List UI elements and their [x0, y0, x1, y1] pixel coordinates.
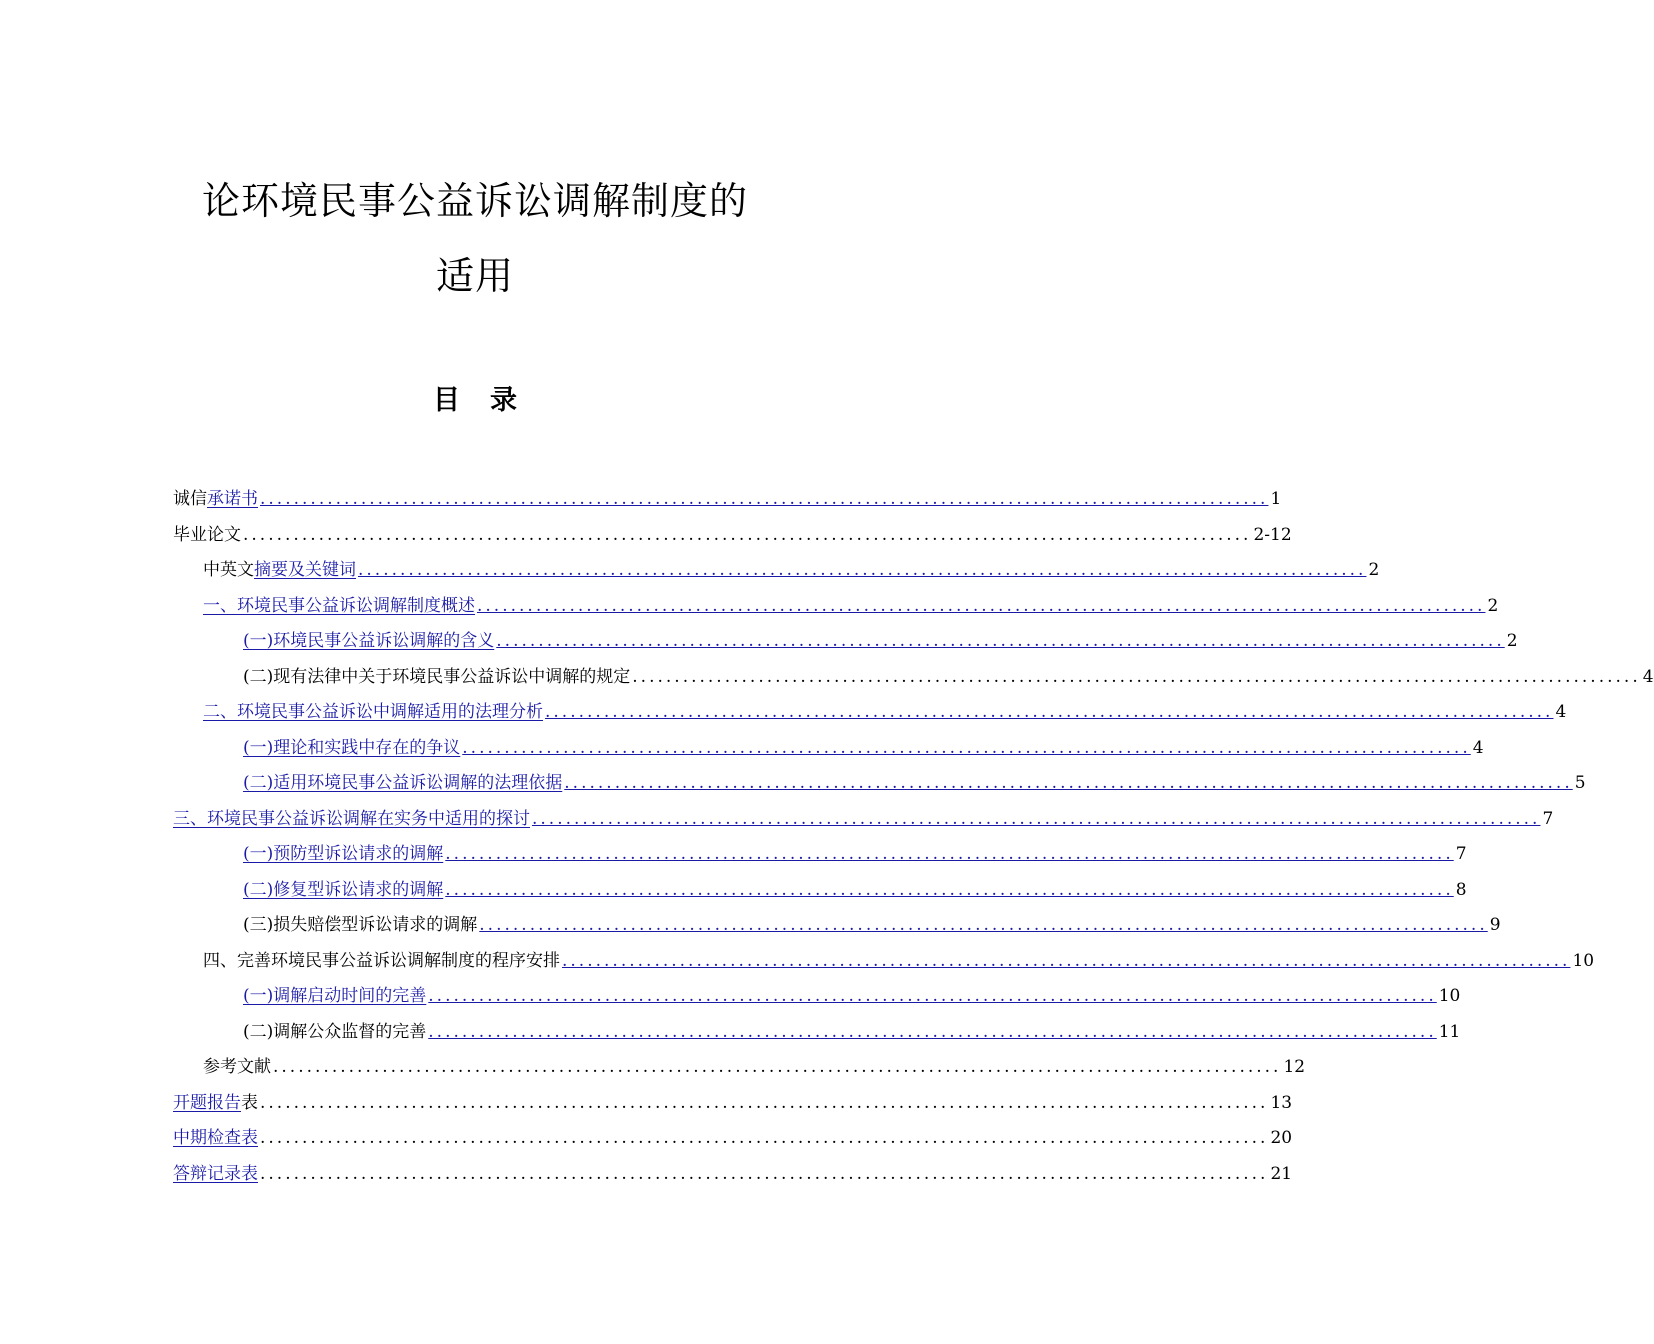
toc-leader-dots: ........................................................................................................................: [496, 631, 1505, 651]
toc-entry: [243, 660, 1654, 694]
toc-leader-dots: ........................................................................................................................: [358, 560, 1367, 580]
document-title-line-1: 论环境民事公益诉讼调解制度的: [201, 179, 748, 223]
toc-entry-suffix: 表: [241, 1092, 258, 1113]
toc-page-number: 4: [1642, 666, 1654, 687]
toc-leader-dots: ........................................................................................................................: [479, 915, 1488, 935]
toc-leader-dots: ........................................................................................................................: [632, 666, 1641, 687]
toc-page-number: 2: [1506, 631, 1518, 651]
toc-page-number: 4: [1472, 737, 1484, 758]
toc-entry-label: [203, 1050, 271, 1084]
toc-heading: 目录: [433, 385, 547, 416]
toc-entry-text: 毕业论文: [173, 524, 241, 545]
toc-page-number: 2: [1368, 560, 1380, 580]
toc-leader-dots: ........................................................................................................................: [532, 808, 1541, 829]
toc-entry-label: [243, 624, 494, 658]
toc-entry-label: [173, 802, 530, 836]
toc-entry[interactable]: [243, 979, 1461, 1013]
toc-entry-label: [173, 518, 241, 552]
toc-page-number: 9: [1489, 915, 1501, 935]
toc-entry-label: [243, 731, 460, 765]
toc-entry[interactable]: [173, 1121, 1293, 1155]
toc-leader-dots: ........................................................................................................................: [260, 1163, 1269, 1184]
toc-entry-link[interactable]: (一)预防型诉讼请求的调解: [243, 844, 444, 864]
toc-page-number: 2-12: [1253, 524, 1292, 545]
toc-leader-dots: ........................................................................................................................: [445, 879, 1454, 900]
toc-entry-label: [173, 1121, 258, 1155]
toc-entry[interactable]: [243, 873, 1467, 907]
toc-page-number: 5: [1574, 773, 1586, 793]
toc-entry-link[interactable]: (一)环境民事公益诉讼调解的含义: [243, 631, 495, 651]
toc-page-number: 4: [1555, 702, 1567, 722]
toc-entry[interactable]: [173, 802, 1554, 836]
toc-entry-label: [173, 1086, 258, 1120]
toc-entry[interactable]: [173, 1086, 1293, 1120]
toc-leader-dots: ........................................................................................................................: [260, 1092, 1269, 1113]
toc-page-number: 8: [1455, 879, 1467, 900]
toc-page-number: 2: [1487, 595, 1499, 616]
toc-entry-text: 参考文献: [203, 1057, 271, 1077]
toc-entry: [203, 1050, 1306, 1084]
toc-entry[interactable]: [203, 695, 1567, 729]
toc-leader-dots: ........................................................................................................................: [243, 524, 1252, 545]
toc-entry-label: [243, 908, 477, 942]
toc-entry-text: (二)现有法律中关于环境民事公益诉讼中调解的规定: [243, 666, 631, 687]
toc-page-number: 1: [1270, 489, 1282, 509]
toc-entry-label: [203, 553, 356, 587]
toc-entry-link[interactable]: 一、环境民事公益诉讼调解制度概述: [203, 595, 475, 616]
toc-entry[interactable]: [243, 624, 1518, 658]
toc-entry-label: [243, 873, 443, 907]
toc-entry-text: 四、完善环境民事公益诉讼调解制度的程序安排: [203, 950, 560, 971]
toc-entry-link[interactable]: (二)修复型诉讼请求的调解: [243, 879, 444, 900]
toc-leader-dots: ........................................................................................................................: [477, 595, 1486, 616]
toc-page-number: 12: [1283, 1057, 1306, 1077]
toc-leader-dots: ........................................................................................................................: [462, 737, 1471, 758]
toc-entry[interactable]: [173, 482, 1282, 516]
toc-entry-link[interactable]: 开题报告: [173, 1092, 241, 1113]
toc-leader-dots: ........................................................................................................................: [260, 1128, 1269, 1148]
toc-page-number: 7: [1542, 808, 1554, 829]
toc-entry-label: [243, 979, 426, 1013]
toc-page-number: 21: [1270, 1163, 1293, 1184]
toc-entry-label: [203, 589, 475, 623]
toc-entry-label: [173, 1157, 258, 1191]
toc-leader-dots: ........................................................................................................................: [428, 986, 1437, 1006]
toc-entry: [243, 908, 1501, 942]
toc-entry-link[interactable]: 承诺书: [207, 489, 258, 509]
toc-entry: [243, 1015, 1461, 1049]
toc-entry-link[interactable]: 答辩记录表: [173, 1163, 258, 1184]
toc-entry-link[interactable]: 二、环境民事公益诉讼中调解适用的法理分析: [203, 702, 543, 722]
toc-entry-link[interactable]: 中期检查表: [173, 1128, 258, 1148]
toc-entry: [173, 518, 1292, 552]
toc-entry-label: [243, 766, 562, 800]
toc-leader-dots: ........................................................................................................................: [445, 844, 1454, 864]
toc-page-number: 10: [1438, 986, 1461, 1006]
toc-leader-dots: ........................................................................................................................: [260, 489, 1269, 509]
toc-leader-dots: ........................................................................................................................: [562, 950, 1571, 971]
toc-leader-dots: ........................................................................................................................: [545, 702, 1554, 722]
document-title-line-2: 适用: [435, 254, 514, 298]
toc-page-number: 10: [1572, 950, 1595, 971]
toc-entry[interactable]: [243, 766, 1586, 800]
toc-leader-dots: ........................................................................................................................: [564, 773, 1573, 793]
toc-entry-link[interactable]: 摘要及关键词: [254, 560, 356, 580]
toc-entry-label: [243, 837, 443, 871]
toc-leader-dots: ........................................................................................................................: [428, 1021, 1437, 1042]
toc-entry[interactable]: [203, 553, 1380, 587]
toc-entry-label: [243, 1015, 426, 1049]
toc-entry-text: 中英文: [203, 560, 254, 580]
toc-page-number: 20: [1270, 1128, 1293, 1148]
toc-entry: [203, 944, 1595, 978]
toc-page-number: 13: [1270, 1092, 1293, 1113]
toc-entry-label: [203, 944, 560, 978]
toc-entry-text: 诚信: [173, 489, 207, 509]
toc-entry-text: (二)调解公众监督的完善: [243, 1021, 427, 1042]
toc-entry-link[interactable]: (一)理论和实践中存在的争议: [243, 737, 461, 758]
toc-entry[interactable]: [243, 837, 1467, 871]
toc-entry-link[interactable]: (一)调解启动时间的完善: [243, 986, 427, 1006]
toc-entry-link[interactable]: (二)适用环境民事公益诉讼调解的法理依据: [243, 773, 563, 793]
toc-entry[interactable]: [173, 1157, 1293, 1191]
toc-entry-label: [173, 482, 258, 516]
toc-entry-label: [203, 695, 543, 729]
toc-entry-label: [243, 660, 630, 694]
toc-entry[interactable]: [243, 731, 1484, 765]
toc-leader-dots: ........................................................................................................................: [273, 1057, 1282, 1077]
toc-entry-link[interactable]: 三、环境民事公益诉讼调解在实务中适用的探讨: [173, 808, 530, 829]
toc-page-number: 11: [1438, 1021, 1461, 1042]
toc-page-number: 7: [1455, 844, 1467, 864]
toc-entry-text: (三)损失赔偿型诉讼请求的调解: [243, 915, 478, 935]
toc-entry[interactable]: [203, 589, 1499, 623]
